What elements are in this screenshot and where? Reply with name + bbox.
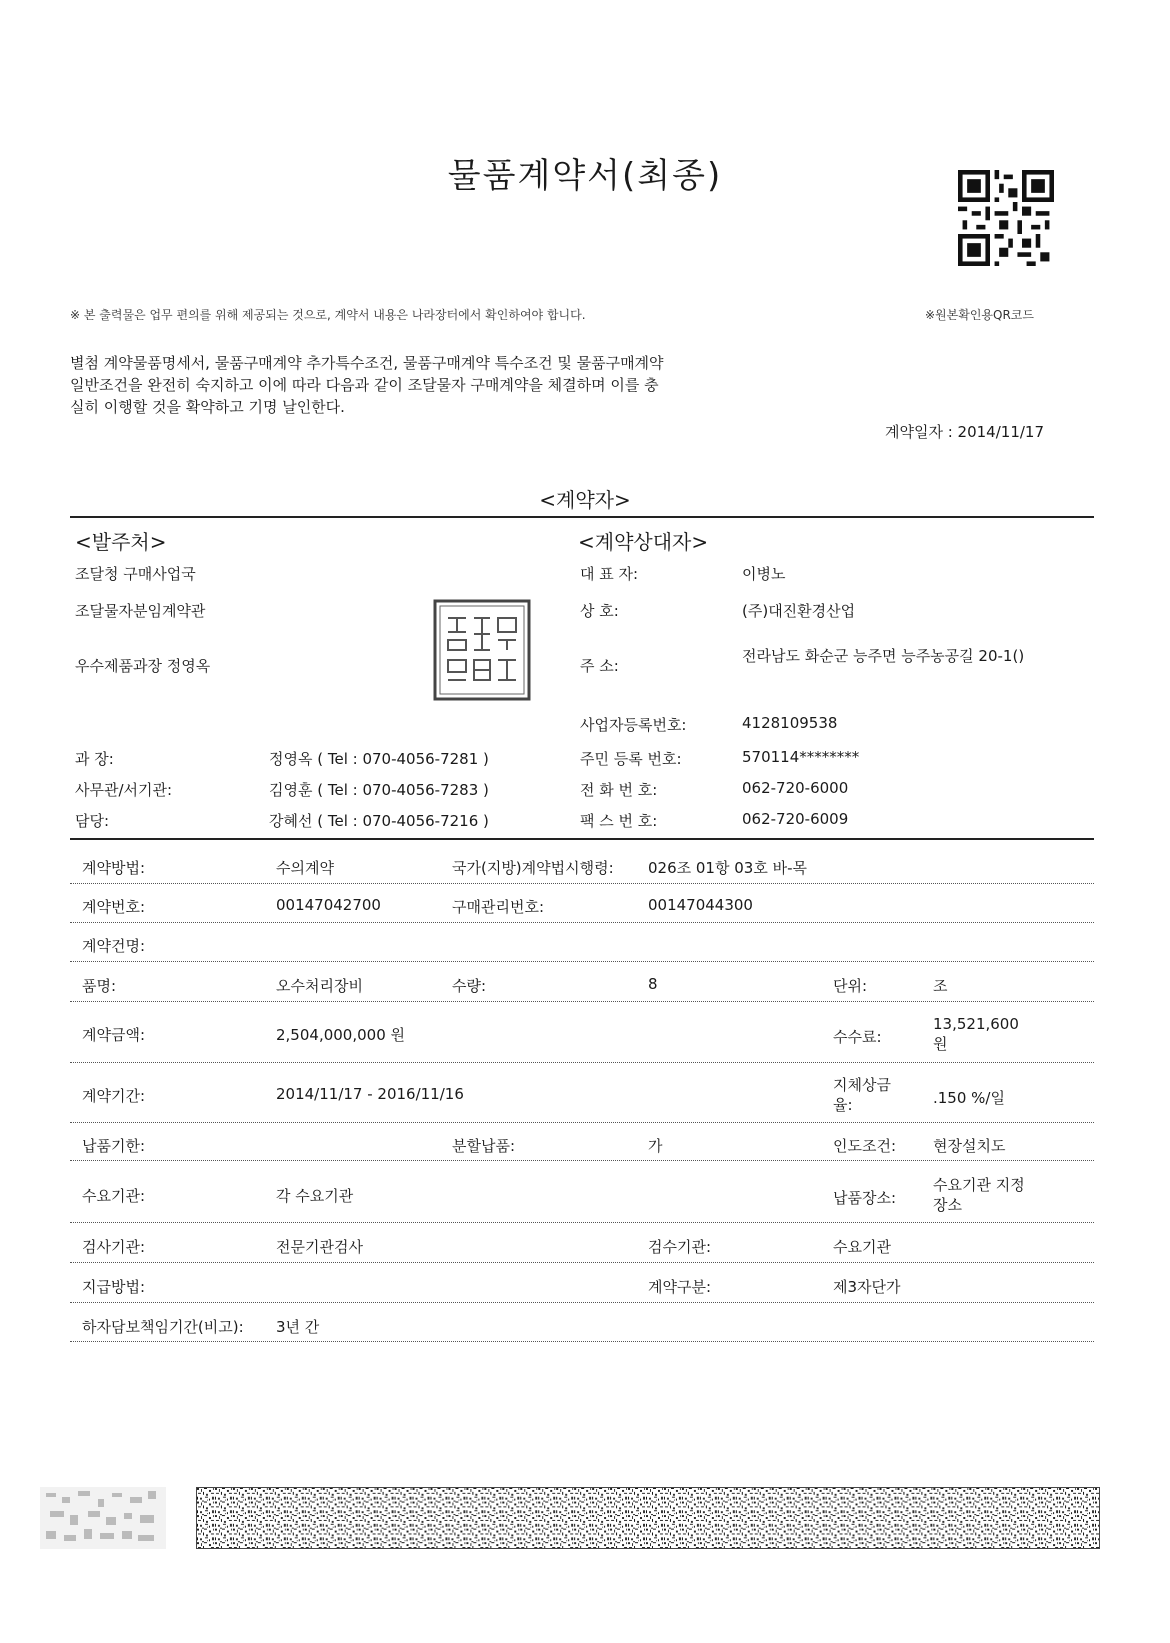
row-divider [70, 922, 1094, 923]
seller-phone-value: 062-720-6000 [742, 779, 849, 797]
notice-text: ※ 본 출력물은 업무 편의를 위해 제공되는 것으로, 계약서 내용은 나라장터에서 확인하여야 합니다. [70, 308, 586, 322]
seller-company-label: 상 호: [580, 602, 619, 620]
amount-value: 2,504,000,000 원 [276, 1026, 405, 1044]
qr-code-icon [958, 170, 1054, 266]
intro-paragraph: 별첨 계약물품명세서, 물품구매계약 추가특수조건, 물품구매계약 특수조건 및 물품구매계약 일반조건을 완전히 숙지하고 이에 따라 다음과 같이 조달물자 구매계약을 체결하며 이를 충실히 이행할 것을 확약하고 기명 날인한다. [70, 354, 664, 416]
delivery-cond-value: 현장설치도 [933, 1137, 1006, 1155]
seller-address-value: 전라남도 화순군 능주면 능주농공길 20-1() [742, 647, 1025, 665]
item-label: 품명: [82, 977, 117, 995]
payment-label: 지급방법: [82, 1278, 146, 1296]
seller-company-value: (주)대진환경산업 [742, 602, 856, 620]
delivery-cond-label: 인도조건: [833, 1137, 897, 1155]
type-label: 계약구분: [648, 1278, 712, 1296]
seller-phone-label: 전 화 번 호: [580, 781, 658, 799]
seller-ceo-value: 이병노 [742, 565, 786, 583]
fee-label: 수수료: [833, 1028, 882, 1046]
row-divider [70, 1222, 1094, 1223]
qr-code-label: ※원본확인용QR코드 [925, 308, 1034, 322]
accept-value: 수요기관 [833, 1238, 891, 1256]
penalty-label: 지체상금율: [833, 1076, 891, 1114]
contract-name-label: 계약건명: [82, 937, 146, 955]
split-label: 분할납품: [452, 1137, 516, 1155]
seller-header: <계약상대자> [578, 530, 709, 554]
place-value: 수요기관 지정장소 [933, 1176, 1025, 1214]
demand-label: 수요기관: [82, 1187, 146, 1205]
inspect-value: 전문기관검사 [276, 1238, 363, 1256]
amount-label: 계약금액: [82, 1026, 146, 1044]
seller-address-label: 주 소: [580, 657, 619, 675]
buyer-office: 조달물자분임계약관 [75, 602, 206, 620]
buyer-staff-value: 강혜선 ( Tel : 070-4056-7216 ) [269, 812, 489, 830]
contract-date: 계약일자 : 2014/11/17 [885, 423, 1045, 441]
place-label: 납품장소: [833, 1189, 897, 1207]
buyer-officer: 우수제품과장 정영옥 [75, 657, 211, 675]
row-divider [70, 961, 1094, 962]
buyer-header: <발주처> [75, 530, 167, 554]
document-title: 물품계약서(최종) [447, 156, 723, 196]
qty-label: 수량: [452, 977, 487, 995]
row-divider [70, 1001, 1094, 1002]
period-value: 2014/11/17 - 2016/11/16 [276, 1085, 464, 1103]
method-value: 수의계약 [276, 859, 334, 877]
item-value: 오수처리장비 [276, 977, 363, 995]
type-value: 제3자단가 [833, 1278, 901, 1296]
divider [70, 516, 1094, 518]
seller-bizno-label: 사업자등록번호: [580, 716, 687, 734]
row-divider [70, 883, 1094, 884]
inspect-label: 검사기관: [82, 1238, 146, 1256]
row-divider [70, 1262, 1094, 1263]
warranty-value: 3년 간 [276, 1318, 320, 1336]
seller-residentno-value: 570114******** [742, 748, 860, 766]
law-value: 026조 01항 03호 바-목 [648, 859, 807, 877]
qty-value: 8 [648, 975, 658, 993]
buyer-org: 조달청 구매사업국 [75, 565, 196, 583]
law-label: 국가(지방)계약법시행령: [452, 859, 614, 877]
buyer-manager-label: 사무관/서기관: [75, 781, 173, 799]
row-divider [70, 1122, 1094, 1123]
accept-label: 검수기관: [648, 1238, 712, 1256]
purchase-no-label: 구매관리번호: [452, 898, 544, 916]
seller-bizno-value: 4128109538 [742, 714, 838, 732]
demand-value: 각 수요기관 [276, 1187, 354, 1205]
penalty-value: .150 %/일 [933, 1089, 1005, 1107]
contract-no-label: 계약번호: [82, 898, 146, 916]
row-divider [70, 1062, 1094, 1063]
seller-fax-value: 062-720-6009 [742, 810, 849, 828]
fee-value: 13,521,600 원 [933, 1015, 1019, 1053]
divider [70, 838, 1094, 840]
unit-value: 조 [933, 977, 948, 995]
method-label: 계약방법: [82, 859, 146, 877]
seller-residentno-label: 주민 등록 번호: [580, 750, 682, 768]
buyer-manager-value: 김영훈 ( Tel : 070-4056-7283 ) [269, 781, 489, 799]
split-value: 가 [648, 1137, 663, 1155]
unit-label: 단위: [833, 977, 868, 995]
security-barcode-icon [196, 1487, 1100, 1549]
section-title-contractor: <계약자> [539, 488, 631, 512]
row-divider [70, 1302, 1094, 1303]
contract-no-value: 00147042700 [276, 896, 381, 914]
buyer-chief-value: 정영옥 ( Tel : 070-4056-7281 ) [269, 750, 489, 768]
purchase-no-value: 00147044300 [648, 896, 753, 914]
official-seal-icon [432, 598, 532, 702]
seller-ceo-label: 대 표 자: [580, 565, 639, 583]
buyer-staff-label: 담당: [75, 812, 110, 830]
row-divider [70, 1160, 1094, 1161]
row-divider [70, 1341, 1094, 1342]
buyer-chief-label: 과 장: [75, 750, 114, 768]
watermark-block-icon [40, 1487, 166, 1549]
period-label: 계약기간: [82, 1087, 146, 1105]
seller-fax-label: 팩 스 번 호: [580, 812, 658, 830]
warranty-label: 하자담보책임기간(비고): [82, 1318, 244, 1336]
deadline-label: 납품기한: [82, 1137, 146, 1155]
